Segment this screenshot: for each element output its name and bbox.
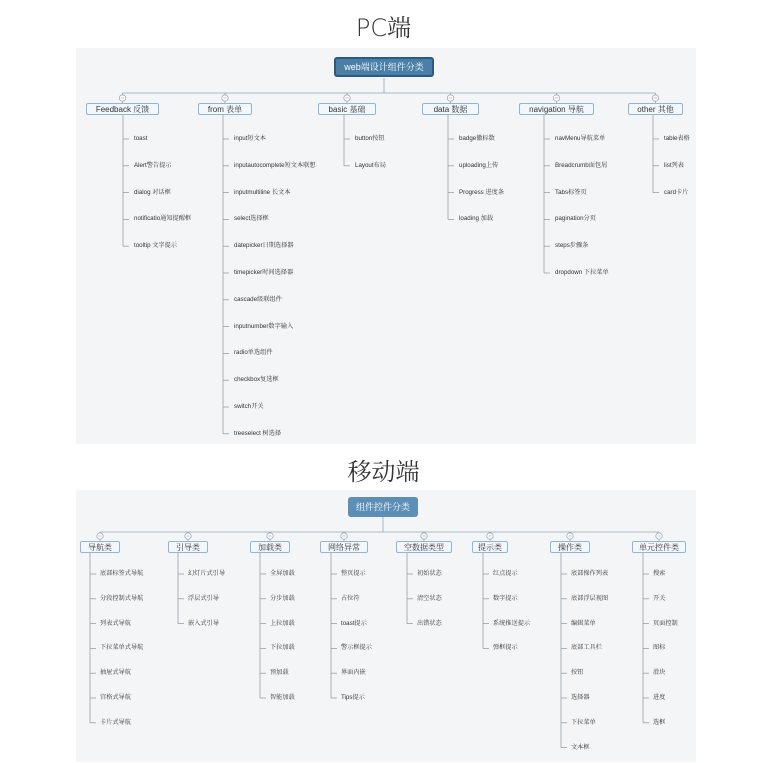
mobile-leaf-item[interactable]: 初始状态 (417, 570, 442, 577)
pc-leaf-item[interactable]: uploading上传 (459, 161, 499, 169)
pc-leaf-item[interactable]: list列表 (664, 161, 684, 169)
mobile-leaf-item[interactable]: 数字提示 (493, 594, 518, 602)
pc-leaf-item[interactable]: steps步骤条 (555, 242, 589, 250)
pc-category-node[interactable]: data 数据 (422, 103, 479, 115)
mobile-leaf-item[interactable]: 下拉菜单 (571, 718, 596, 726)
mobile-leaf-item[interactable]: 滑块 (653, 669, 666, 677)
mobile-leaf-item[interactable]: 警示框提示 (341, 644, 372, 652)
pc-leaf-item[interactable]: Breadcrumb面包屑 (555, 161, 608, 169)
pc-leaf-item[interactable]: Progress 进度条 (459, 188, 505, 196)
mobile-leaf-item[interactable]: toast提示 (341, 619, 367, 627)
mobile-leaf-item[interactable]: 全屏加载 (270, 570, 295, 577)
pc-leaf-item[interactable]: Alert警告提示 (134, 161, 172, 169)
pc-category-node[interactable]: basic 基础 (318, 103, 376, 115)
mobile-category-node[interactable]: 单元控件类 (632, 541, 686, 553)
pc-leaf-item[interactable]: Tabs标签页 (555, 188, 587, 196)
pc-leaf-item[interactable]: loading 加载 (459, 215, 494, 223)
mobile-leaf-item[interactable]: 出错状态 (417, 619, 442, 627)
pc-leaf-item[interactable]: inputautocomplete短文本联想 (234, 161, 316, 169)
mobile-leaf-item[interactable]: 卡片式导航 (100, 718, 131, 726)
pc-leaf-item[interactable]: inputnumber数字输入 (234, 322, 294, 330)
pc-section-title: PC端 (355, 14, 412, 42)
pc-leaf-item[interactable]: timepicker时间选择器 (234, 269, 294, 276)
mobile-leaf-item[interactable]: 系统推送提示 (493, 619, 531, 627)
mobile-section-title: 移动端 (347, 458, 420, 486)
mobile-leaf-item[interactable]: 浮层式引导 (188, 594, 219, 602)
pc-category-node[interactable]: from 表单 (198, 103, 252, 115)
pc-leaf-item[interactable]: navMenu导航菜单 (555, 135, 606, 142)
mobile-leaf-item[interactable]: 按钮 (571, 669, 584, 677)
mobile-leaf-item[interactable]: 图标 (653, 644, 666, 652)
mobile-leaf-item[interactable]: 宫格式导航 (100, 694, 131, 701)
mobile-category-node[interactable]: 导航类 (80, 541, 120, 553)
mobile-leaf-item[interactable]: 底部操作列表 (571, 570, 609, 577)
mobile-leaf-item[interactable]: 红点提示 (493, 570, 518, 577)
mobile-leaf-item[interactable]: 分步加载 (270, 594, 295, 602)
pc-leaf-item[interactable]: radio单选组件 (234, 349, 273, 357)
mobile-leaf-item[interactable]: 文本框 (571, 743, 590, 751)
mobile-leaf-item[interactable]: 智能加载 (270, 694, 295, 701)
pc-leaf-item[interactable]: cascade级联组件 (234, 295, 282, 303)
pc-leaf-item[interactable]: switch开关 (234, 403, 264, 410)
mobile-root-node[interactable]: 组件控件分类 (348, 497, 418, 517)
pc-leaf-item[interactable]: tooltip 文字提示 (134, 242, 177, 250)
pc-leaf-item[interactable]: select选择框 (234, 215, 269, 223)
mobile-category-node[interactable]: 提示类 (472, 541, 508, 553)
mobile-category-node[interactable]: 引导类 (168, 541, 208, 553)
mobile-leaf-item[interactable]: 选框 (653, 718, 666, 726)
mobile-leaf-item[interactable]: 页面控制 (653, 619, 678, 627)
pc-leaf-item[interactable]: checkbox复选框 (234, 376, 279, 384)
mobile-leaf-item[interactable]: 界面内嵌 (341, 669, 366, 677)
pc-leaf-item[interactable]: notificatio通知提醒框 (134, 215, 192, 223)
mobile-leaf-item[interactable]: 开关 (653, 594, 666, 602)
mobile-leaf-item[interactable]: 嵌入式引导 (188, 619, 219, 627)
mobile-leaf-item[interactable]: 列表式导航 (100, 619, 131, 627)
mobile-leaf-item[interactable]: 幻灯片式引导 (188, 570, 226, 577)
mobile-leaf-item[interactable]: 抽屉式导航 (100, 669, 131, 677)
pc-category-node[interactable]: other 其他 (628, 103, 683, 115)
mobile-leaf-item[interactable]: Tips提示 (341, 694, 365, 701)
mobile-leaf-item[interactable]: 搜索 (653, 570, 666, 577)
pc-leaf-item[interactable]: Layout布局 (355, 161, 386, 169)
mobile-leaf-item[interactable]: 弹框提示 (493, 644, 518, 652)
pc-root-node[interactable]: web端设计组件分类 (334, 57, 434, 77)
mobile-leaf-item[interactable]: 下拉菜单式导航 (100, 644, 144, 652)
pc-leaf-item[interactable]: card卡片 (664, 188, 689, 196)
pc-leaf-item[interactable]: inputmultiline 长文本 (234, 188, 291, 196)
mobile-leaf-item[interactable]: 进度 (653, 694, 666, 701)
mobile-leaf-item[interactable]: 占位符 (341, 594, 360, 602)
mobile-category-node[interactable]: 空数据类型 (396, 541, 452, 553)
mobile-leaf-item[interactable]: 选择器 (571, 694, 590, 701)
pc-category-node[interactable]: Feedback 反馈 (86, 103, 159, 115)
mobile-leaf-item[interactable]: 整页提示 (341, 570, 366, 577)
pc-leaf-item[interactable]: table表格 (664, 135, 690, 142)
pc-leaf-item[interactable]: dialog 对话框 (134, 188, 171, 196)
pc-leaf-item[interactable]: input短文本 (234, 135, 266, 142)
mobile-leaf-item[interactable]: 编辑菜单 (571, 619, 596, 627)
mobile-leaf-item[interactable]: 底部工具栏 (571, 644, 602, 652)
mobile-leaf-item[interactable]: 清空状态 (417, 594, 442, 602)
mobile-category-node[interactable]: 加载类 (250, 541, 290, 553)
pc-leaf-item[interactable]: treeselect 树选择 (234, 429, 282, 437)
pc-category-node[interactable]: navigation 导航 (519, 103, 594, 115)
pc-leaf-item[interactable]: datepicker日期选择器 (234, 242, 294, 250)
mobile-leaf-item[interactable]: 下拉加载 (270, 644, 295, 652)
mobile-leaf-item[interactable]: 上拉加载 (270, 619, 295, 627)
pc-leaf-item[interactable]: toast (134, 135, 148, 142)
mobile-leaf-item[interactable]: 预加载 (270, 669, 289, 677)
pc-leaf-item[interactable]: pagination分页 (555, 215, 596, 223)
pc-leaf-item[interactable]: button按钮 (355, 135, 385, 142)
mobile-category-node[interactable]: 网络异常 (320, 541, 368, 553)
mobile-leaf-item[interactable]: 分段控制式导航 (100, 594, 144, 602)
mobile-leaf-item[interactable]: 底部标签式导航 (100, 570, 144, 577)
pc-leaf-item[interactable]: dropdown 下拉菜单 (555, 269, 609, 276)
pc-leaf-item[interactable]: badge徽标数 (459, 135, 495, 142)
mobile-category-node[interactable]: 操作类 (550, 541, 590, 553)
mobile-leaf-item[interactable]: 底部浮层视图 (571, 594, 609, 602)
